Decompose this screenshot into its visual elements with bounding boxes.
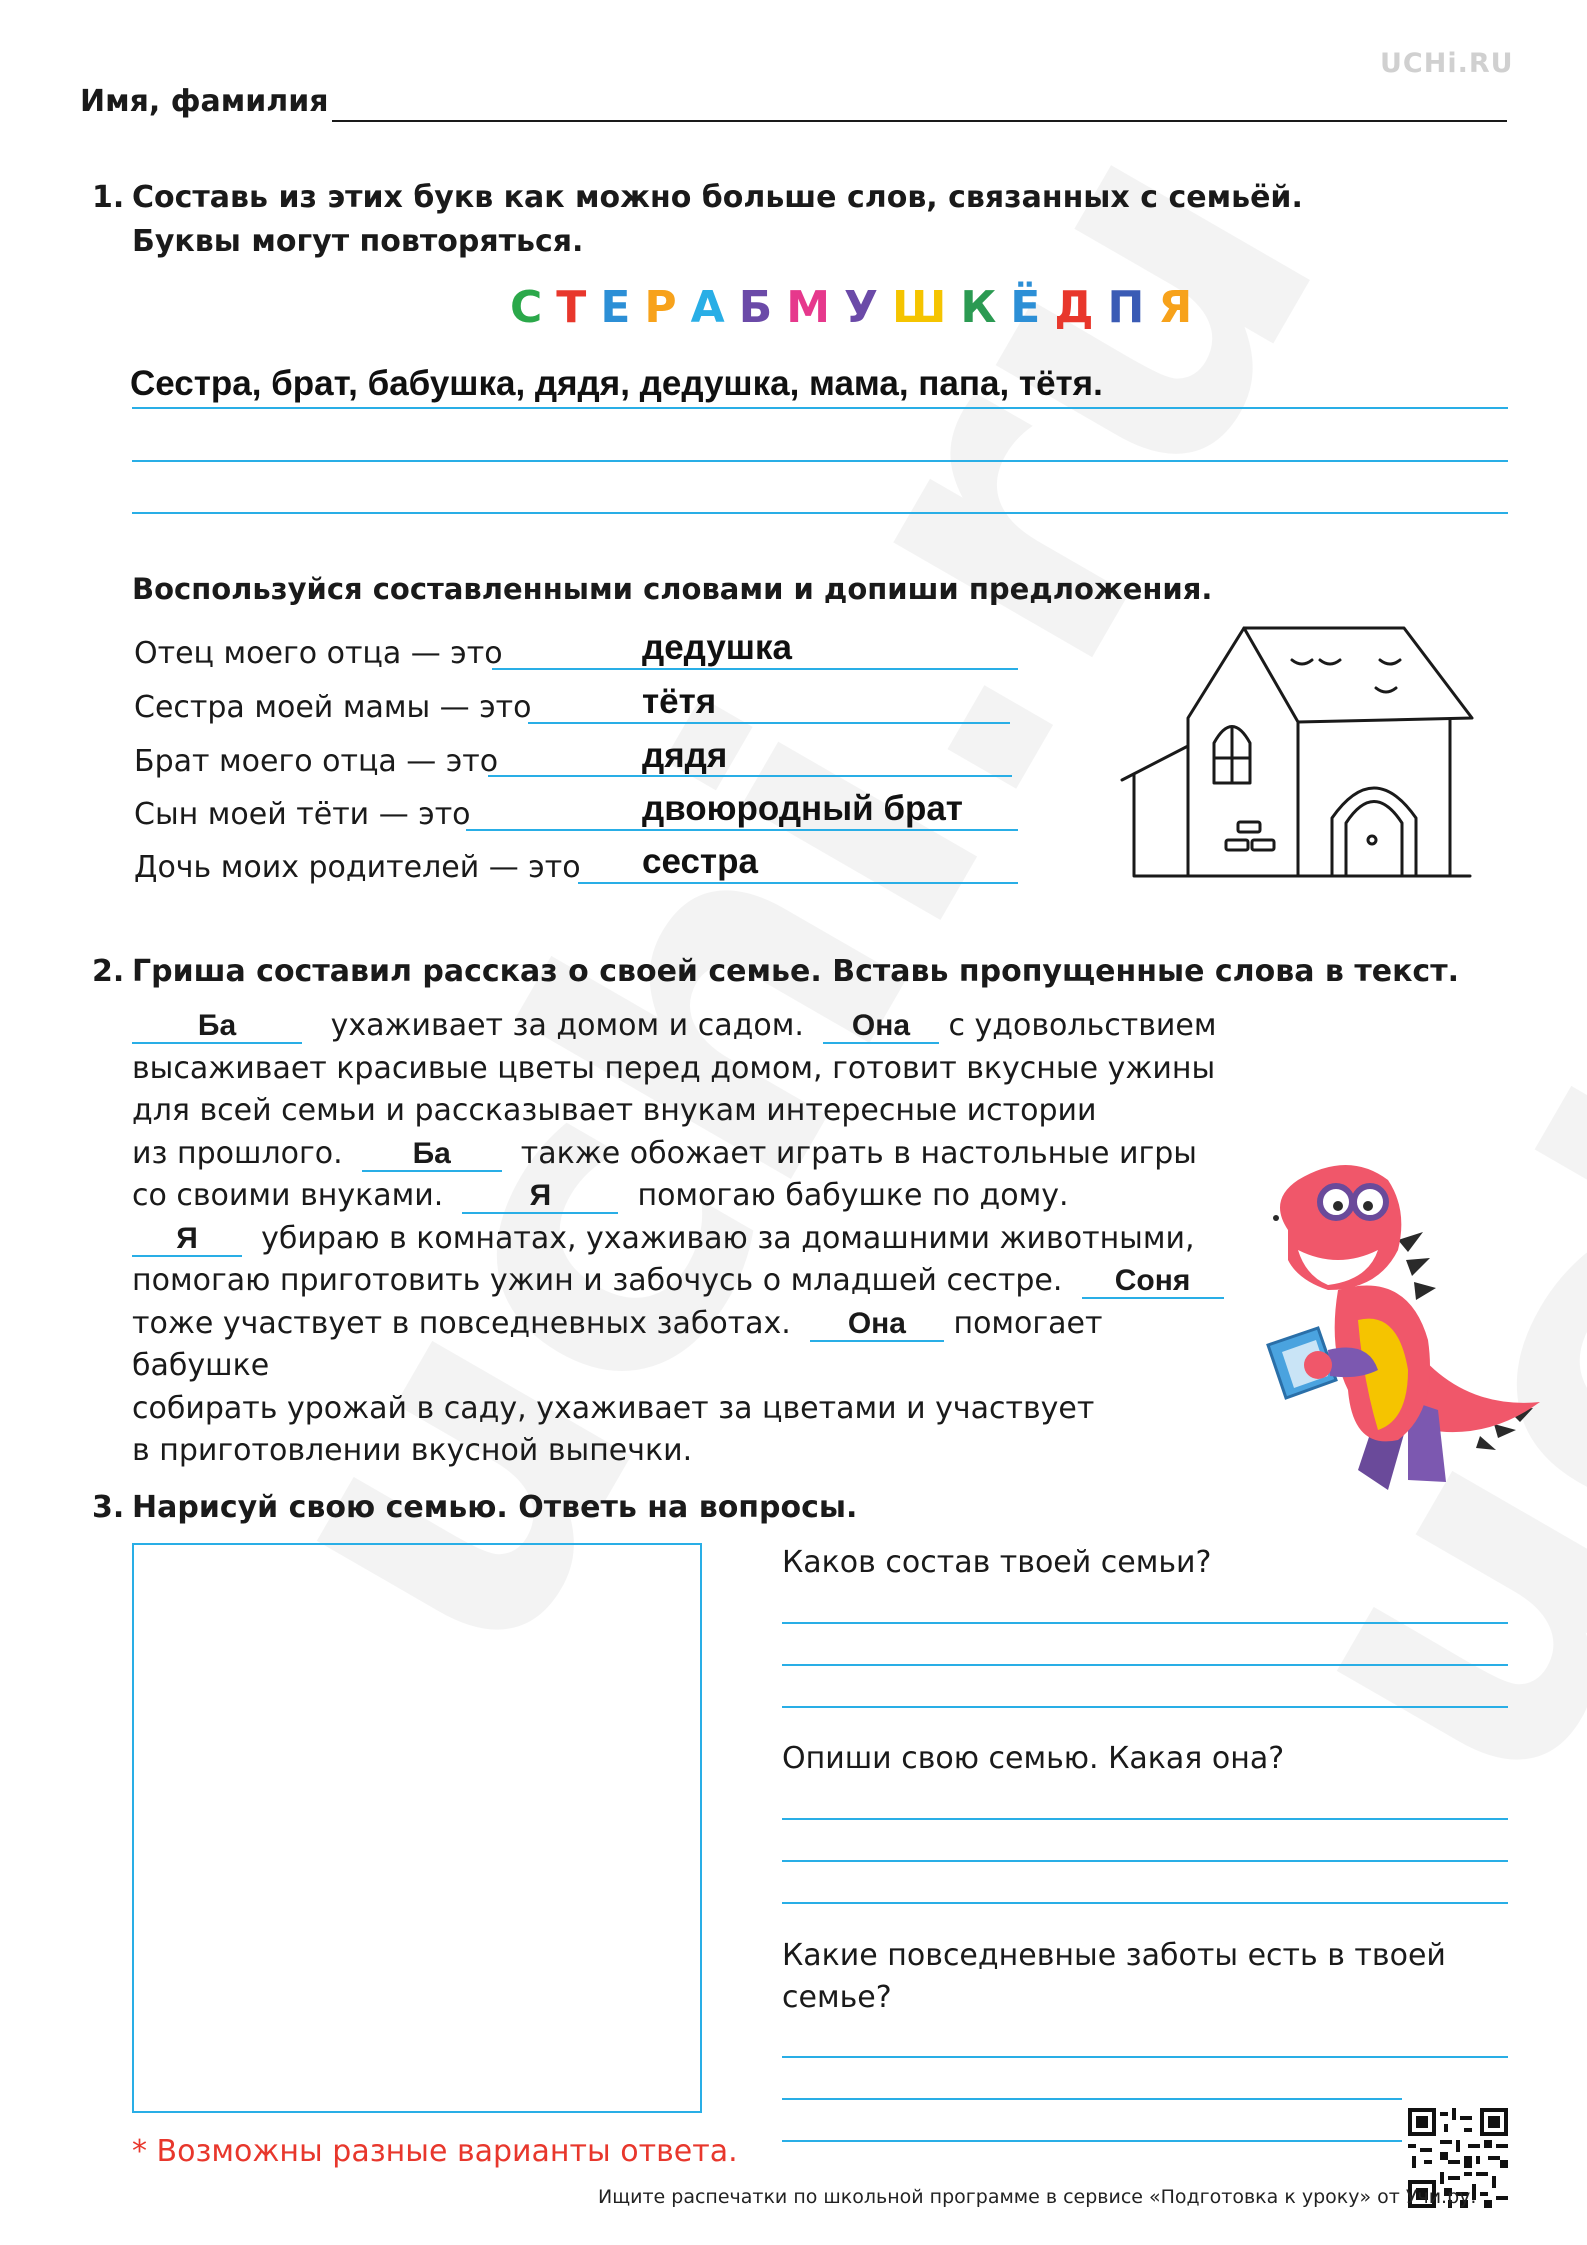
sentence-answer: двоюродный брат xyxy=(642,789,963,828)
letter-9: Ш xyxy=(891,282,949,333)
task3-number: 3. xyxy=(92,1490,125,1525)
sentence-answer: сестра xyxy=(642,842,758,881)
sentence-text: Сын моей тёти — это xyxy=(134,797,471,832)
watermark xyxy=(1182,185,1587,1864)
name-label: Имя, фамилия xyxy=(80,84,329,119)
sentence-blank[interactable] xyxy=(578,882,1018,884)
task2-number: 2. xyxy=(92,954,125,989)
task3-title: Нарисуй свою семью. Ответь на вопросы. xyxy=(132,1490,858,1525)
sentence-blank[interactable] xyxy=(492,668,1018,670)
letter-7: М xyxy=(786,282,833,333)
answer-line[interactable] xyxy=(782,1622,1508,1624)
footer-text: Ищите распечатки по школьной программе в сервисе «Подготовка к уроку» от Учи.ру. xyxy=(598,2186,1477,2208)
sentence-text: Отец моего отца — это xyxy=(134,636,503,671)
task1-subtitle: Воспользуйся составленными словами и допиши предложения. xyxy=(132,572,1213,606)
letter-5: А xyxy=(690,282,727,333)
answer-line[interactable] xyxy=(782,1706,1508,1708)
brand-logo: UCHi.RU xyxy=(1380,48,1514,79)
story-blank[interactable]: Она xyxy=(810,1308,944,1342)
letter-14: Я xyxy=(1158,282,1195,333)
answer-line[interactable] xyxy=(132,460,1508,462)
answer-line[interactable] xyxy=(132,407,1508,409)
sentence-text: Дочь моих родителей — это xyxy=(134,850,581,885)
letter-6: Б xyxy=(738,282,775,333)
story-blank[interactable]: Ба xyxy=(362,1138,502,1172)
task1-title-line2: Буквы могут повторяться. xyxy=(132,224,584,259)
letter-set xyxy=(510,282,1206,333)
answer-line[interactable] xyxy=(782,1902,1508,1904)
answer-line[interactable] xyxy=(782,2140,1402,2142)
question-daily-chores-line2: семье? xyxy=(782,1980,892,2015)
answer-line[interactable] xyxy=(782,2098,1402,2100)
question-family-composition: Каков состав твоей семьи? xyxy=(782,1545,1212,1580)
letter-2: Т xyxy=(556,282,589,333)
letter-8: У xyxy=(844,282,880,333)
question-describe-family: Опиши свою семью. Какая она? xyxy=(782,1741,1285,1776)
house-illustration xyxy=(1110,618,1490,880)
sentence-blank[interactable] xyxy=(488,775,1012,777)
letter-11: Ё xyxy=(1010,282,1043,333)
question-daily-chores-line1: Какие повседневные заботы есть в твоей xyxy=(782,1938,1446,1973)
story-blank[interactable]: Соня xyxy=(1082,1265,1224,1299)
sentence-answer: тётя xyxy=(642,682,717,721)
sentence-blank[interactable] xyxy=(528,722,1010,724)
task1-answer: Сестра, брат, бабушка, дядя, дедушка, мама, папа, тётя. xyxy=(130,364,1103,403)
answer-line[interactable] xyxy=(782,1860,1508,1862)
sentence-text: Сестра моей мамы — это xyxy=(134,690,532,725)
sentence-answer: дядя xyxy=(642,736,728,775)
task2-title: Гриша составил рассказ о своей семье. Вставь пропущенные слова в текст. xyxy=(132,954,1460,989)
sentence-blank[interactable] xyxy=(466,829,1018,831)
story-blank[interactable]: Я xyxy=(462,1180,618,1214)
letter-13: П xyxy=(1107,282,1147,333)
letter-3: Е xyxy=(600,282,633,333)
name-input-line[interactable] xyxy=(332,120,1507,122)
note-text: * Возможны разные варианты ответа. xyxy=(132,2134,738,2169)
task1-title-line1: Составь из этих букв как можно больше слов, связанных с семьёй. xyxy=(132,180,1303,215)
answer-line[interactable] xyxy=(132,512,1508,514)
task1-number: 1. xyxy=(92,180,125,215)
letter-1: С xyxy=(510,282,545,333)
answer-line[interactable] xyxy=(782,1664,1508,1666)
story-blank[interactable]: Я xyxy=(132,1223,242,1257)
story-blank[interactable]: Ба xyxy=(132,1010,302,1044)
sentence-text: Брат моего отца — это xyxy=(134,744,499,779)
letter-12: Д xyxy=(1054,282,1096,333)
answer-line[interactable] xyxy=(782,1818,1508,1820)
story-blank[interactable]: Она xyxy=(823,1010,939,1044)
letter-10: К xyxy=(960,282,999,333)
sentence-answer: дедушка xyxy=(642,628,792,667)
letter-4: Р xyxy=(644,282,679,333)
story-text: Ба ухаживает за домом и садом. Она с удовольствием высаживает красивые цветы перед домом, готовит вкусные ужины для всей семьи и рассказывает внукам интересные истории из прошлого. Ба также обожает играть в настольные игры со своими внуками. Я помогаю бабушке по дому. Я убираю в комнатах, ухаживаю за домашними животными, помогаю приготовить ужин и забочусь о младшей сестре. Соня тоже участвует в повседневных заботах. Она помогает бабушке собирать урожай в саду, ухаживает за цветами и участвует в приготовлении вкусной выпечки. xyxy=(132,1005,1242,1473)
answer-line[interactable] xyxy=(782,2056,1508,2058)
dinosaur-illustration xyxy=(1258,1140,1548,1500)
drawing-box[interactable] xyxy=(132,1543,702,2113)
